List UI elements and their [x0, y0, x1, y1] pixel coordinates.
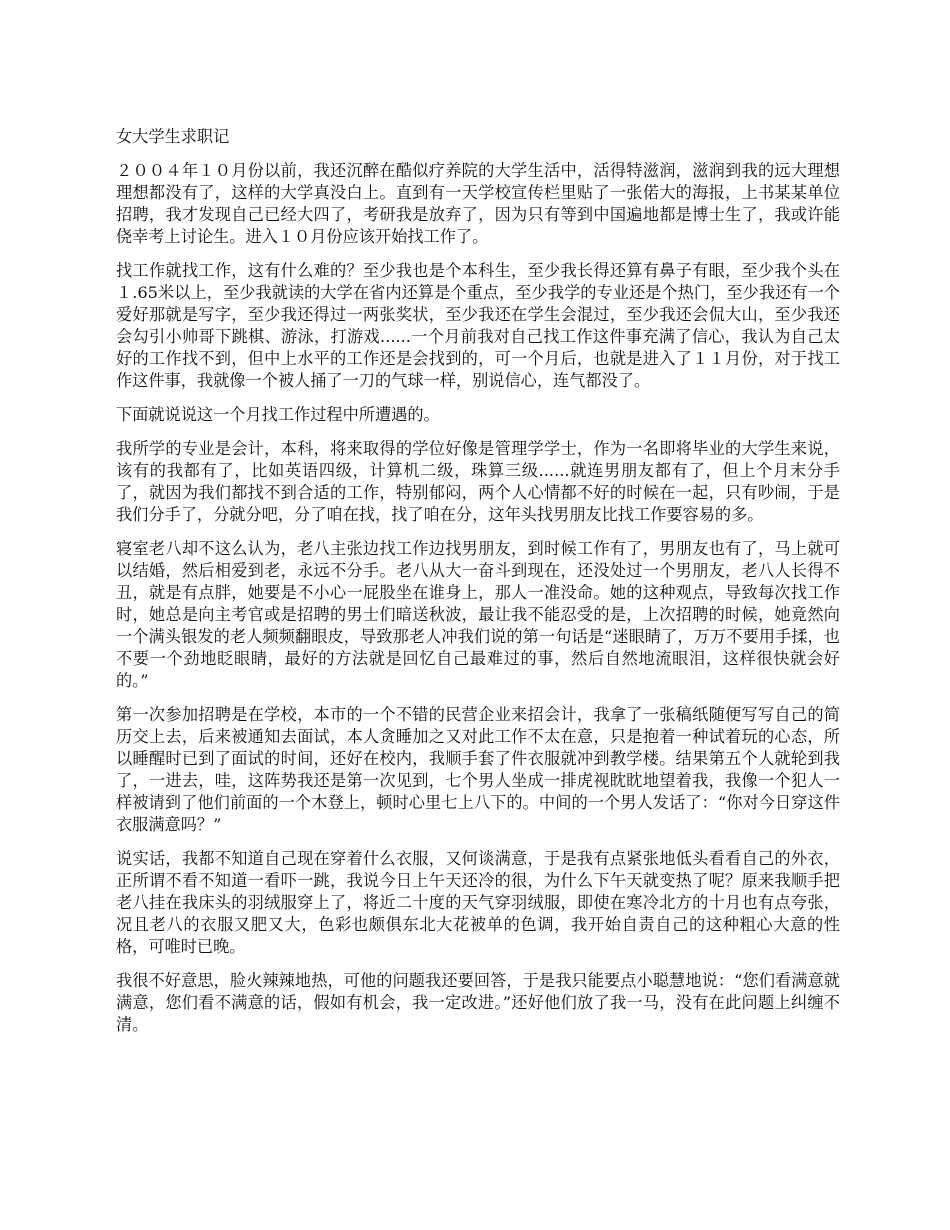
paragraph-4: 我所学的专业是会计，本科，将来取得的学位好像是管理学学士，作为一名即将毕业的大学生来说，该有的我都有了，比如英语四级，计算机二级，珠算三级......就连男朋友都有了，但上个月末分手了，就因为我们都找不到合适的工作，特别郁闷，两个人心情都不好的时候在一起，只有吵闹，于是我们分手了，分就分吧，分了咱在找，找了咱在分，这年头找男朋友比找工作要容易的多。 [116, 439, 840, 524]
document-title: 女大学生求职记 [116, 127, 230, 146]
paragraph-8: 我很不好意思，脸火辣辣地热，可他的问题我还要回答，于是我只能要点小聪慧地说：“您们看满意就满意，您们看不满意的话，假如有机会，我一定改进。”还好他们放了我一马，没有在此问题上纠缠不清。 [116, 971, 840, 1034]
paragraph-6: 第一次参加招聘是在学校，本市的一个不错的民营企业来招会计，我拿了一张稿纸随便写写自己的简历交上去，后来被通知去面试，本人贪睡加之又对此工作不太在意，只是抱着一种试着玩的心态，所以睡醒时已到了面试的时间，还好在校内，我顺手套了件衣服就冲到教学楼。结果第五个人就轮到我了，一进去，哇，这阵势我还是第一次见到，七个男人坐成一排虎视眈眈地望着我，我像一个犯人一样被请到了他们前面的一个木登上，顿时心里七上八下的。中间的一个男人发话了：“你对今日穿这件衣服满意吗？” [116, 705, 840, 834]
document-page [116, 126, 840, 1048]
paragraph-1: ２００４年１０月份以前，我还沉醉在酷似疗养院的大学生活中，活得特滋润，滋润到我的远大理想理想都没有了，这样的大学真没白上。直到有一天学校宣传栏里贴了一张偌大的海报，上书某某单位招聘，我才发现自己已经大四了，考研我是放弃了，因为只有等到中国遍地都是博士生了，我或许能侥幸考上讨论生。进入１０月份应该开始找工作了。 [116, 161, 840, 246]
paragraph-5: 寝室老八却不这么认为，老八主张边找工作边找男朋友，到时候工作有了，男朋友也有了，马上就可以结婚，然后相爱到老，永远不分手。老八从大一奋斗到现在，还没处过一个男朋友，老八人长得不丑，就是有点胖，她要是不小心一屁股坐在谁身上，那人一准没命。她的这种观点，导致每次找工作时，她总是向主考官或是招聘的男士们暗送秋波，最让我不能忍受的是，上次招聘的时候，她竟然向一个满头银发的老人频频翻眼皮，导致那老人冲我们说的第一句话是“迷眼睛了，万万不要用手揉，也不要一个劲地眨眼睛，最好的方法就是回忆自己最难过的事，然后自然地流眼泪，这样很快就会好的。” [116, 539, 840, 690]
paragraph-7: 说实话，我都不知道自己现在穿着什么衣服，又何谈满意，于是我有点紧张地低头看看自己的外衣，正所谓不看不知道一看吓一跳，我说今日上午天还冷的很，为什么下午天就变热了呢？原来我顺手把老八挂在我床头的羽绒服穿上了，将近二十度的天气穿羽绒服，即使在寒冷北方的十月也有点夸张，况且老八的衣服又肥又大，色彩也颇俱东北大花被单的色调，我开始自责自己的这种粗心大意的性格，可唯时已晚。 [116, 849, 840, 956]
paragraph-2: 找工作就找工作，这有什么难的？至少我也是个本科生，至少我长得还算有鼻子有眼，至少我个头在１.65米以上，至少我就读的大学在省内还算是个重点，至少我学的专业还是个热门，至少我还有一个爱好那就是写字，至少我还得过一两张奖状，至少我还在学生会混过，至少我还会侃大山，至少我还会勾引小帅哥下跳棋、游泳，打游戏......一个月前我对自己找工作这件事充满了信心，我认为自己太好的工作找不到，但中上水平的工作还是会找到的，可一个月后，也就是进入了１１月份，对于找工作这件事，我就像一个被人捅了一刀的气球一样，别说信心，连气都没了。 [116, 261, 840, 390]
paragraph-3: 下面就说说这一个月找工作过程中所遭遇的。 [116, 405, 440, 424]
